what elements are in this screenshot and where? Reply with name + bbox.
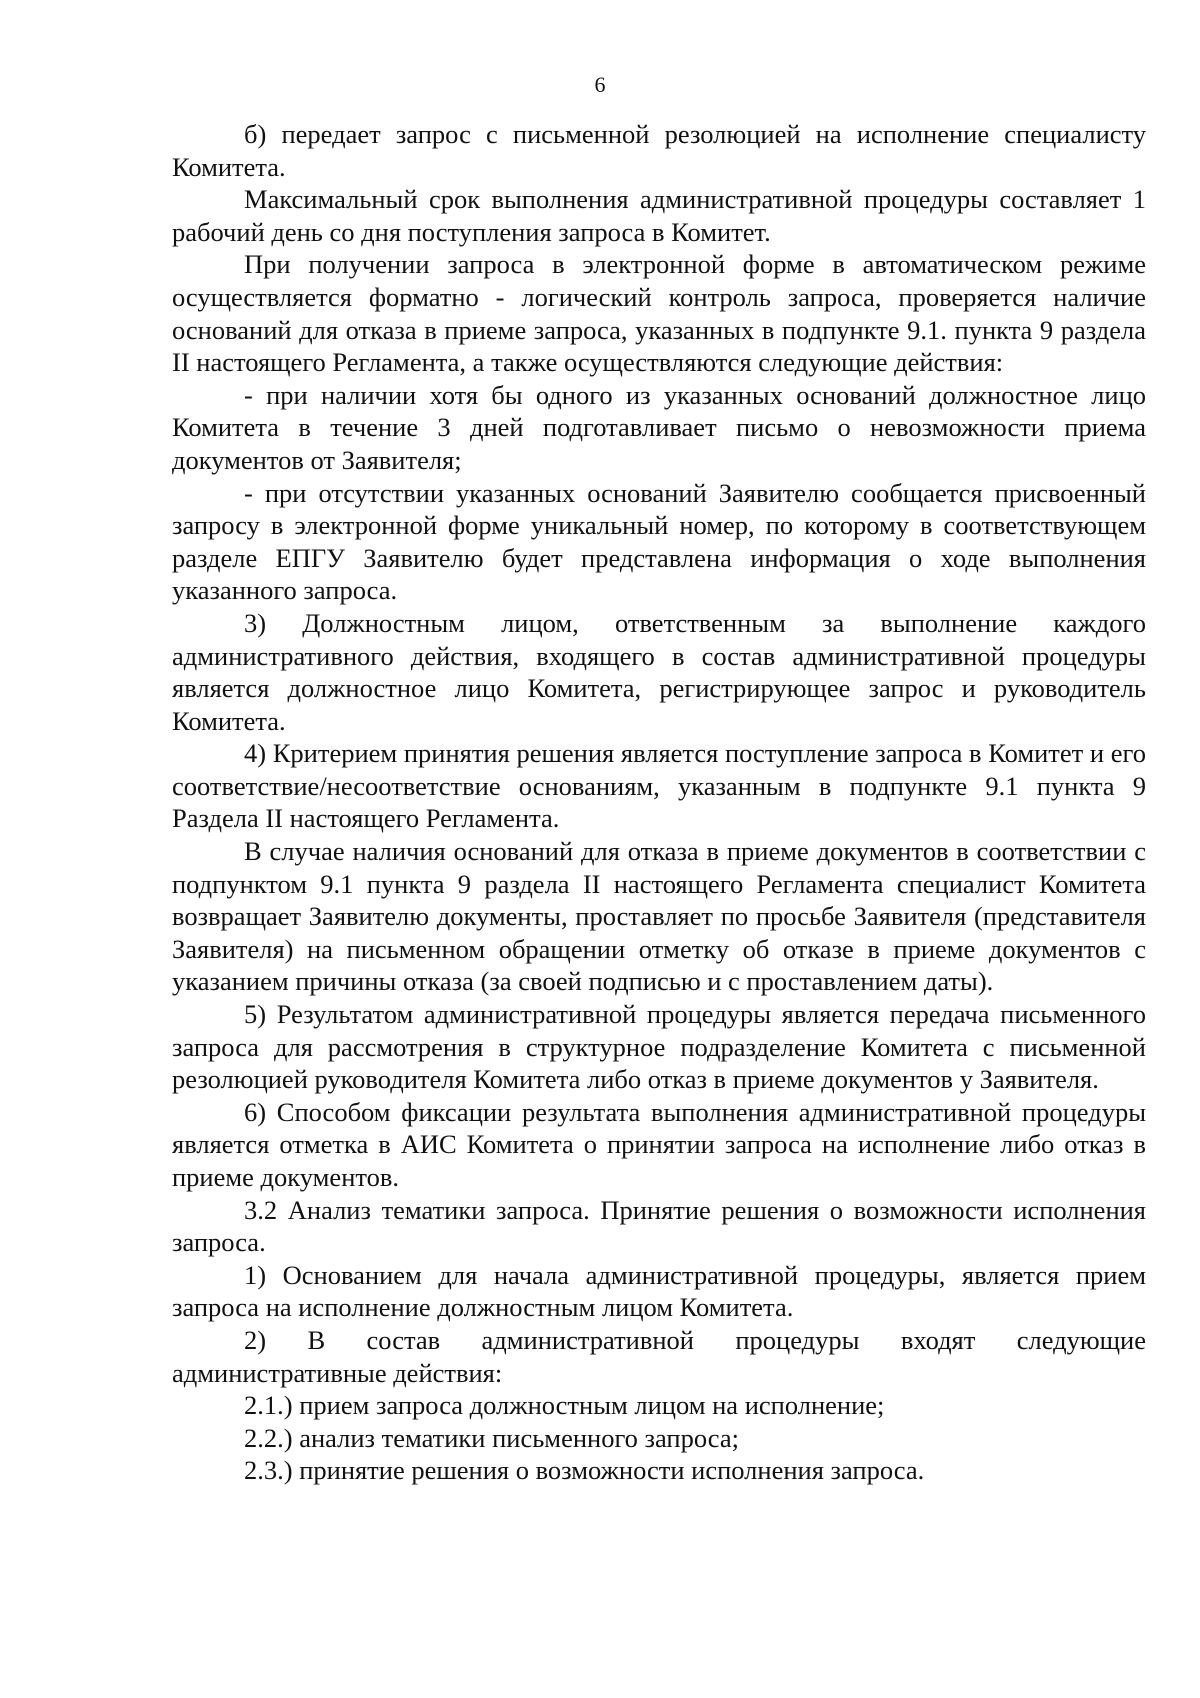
paragraph-electronic-request: При получении запроса в электронной форме в автоматическом режиме осуществляется форматно - логический контроль запроса, проверяется наличие оснований для отказа в приеме запроса, указанных в подпункте 9.1. пункта 9 раздела II настоящего Регламента, а также осуществляются следующие действия:	[172, 249, 1146, 378]
page-number: 6	[594, 72, 606, 97]
document-body	[172, 118, 1146, 1487]
paragraph-result-fixation: 6) Способом фиксации результата выполнения административной процедуры является отметка в АИС Комитета о принятии запроса на исполнение либо отказ в приеме документов.	[172, 1096, 1146, 1192]
paragraph-procedure-basis: 1) Основанием для начала административной процедуры, является прием запроса на исполнение должностным лицом Комитета.	[172, 1259, 1146, 1323]
paragraph-refusal-case: В случае наличия оснований для отказа в приеме документов в соответствии с подпунктом 9.1 пункта 9 раздела II настоящего Регламента специалист Комитета возвращает Заявителю документы, проставляет по просьбе Заявителя (представителя Заявителя) на письменном обращении отметку об отказе в приеме документов с указанием причины отказа (за своей подписью и с проставлением даты).	[172, 836, 1146, 997]
paragraph-grounds-absent: - при отсутствии указанных оснований Заявителю сообщается присвоенный запросу в электронной форме уникальный номер, по которому в соответствующем разделе ЕПГУ Заявителю будет представлена информация о ходе выполнения указанного запроса.	[172, 477, 1146, 606]
list-item-2-2: 2.2.) анализ тематики письменного запроса;	[244, 1422, 739, 1453]
paragraph-responsible-person: 3) Должностным лицом, ответственным за выполнение каждого административного действия, входящего в состав административной процедуры является должностное лицо Комитета, регистрирующее запрос и руководитель Комитета.	[172, 607, 1146, 736]
paragraph-procedure-actions: 2) В состав административной процедуры входят следующие административные действия:	[172, 1324, 1146, 1388]
list-item-2-3: 2.3.) принятие решения о возможности исполнения запроса.	[244, 1455, 925, 1486]
paragraph-procedure-result: 5) Результатом административной процедуры является передача письменного запроса для рассмотрения в структурное подразделение Комитета с письменной резолюцией руководителя Комитета либо отказ в приеме документов у Заявителя.	[172, 999, 1146, 1095]
paragraph-decision-criterion: 4) Критерием принятия решения является поступление запроса в Комитет и его соответствие/несоответствие основаниям, указанным в подпункте 9.1 пункта 9 Раздела II настоящего Регламента.	[172, 738, 1146, 834]
paragraph-resolution: б) передает запрос с письменной резолюцией на исполнение специалисту Комитета.	[172, 119, 1146, 182]
paragraph-grounds-present: - при наличии хотя бы одного из указанных оснований должностное лицо Комитета в течение 3 дней подготавливает письмо о невозможности приема документов от Заявителя;	[172, 379, 1146, 475]
section-heading-3-2: 3.2 Анализ тематики запроса. Принятие решения о возможности исполнения запроса.	[172, 1194, 1146, 1258]
paragraph-max-term: Максимальный срок выполнения административной процедуры составляет 1 рабочий день со дня поступления запроса в Комитет.	[172, 184, 1146, 247]
list-item-2-1: 2.1.) прием запроса должностным лицом на исполнение;	[244, 1390, 885, 1421]
